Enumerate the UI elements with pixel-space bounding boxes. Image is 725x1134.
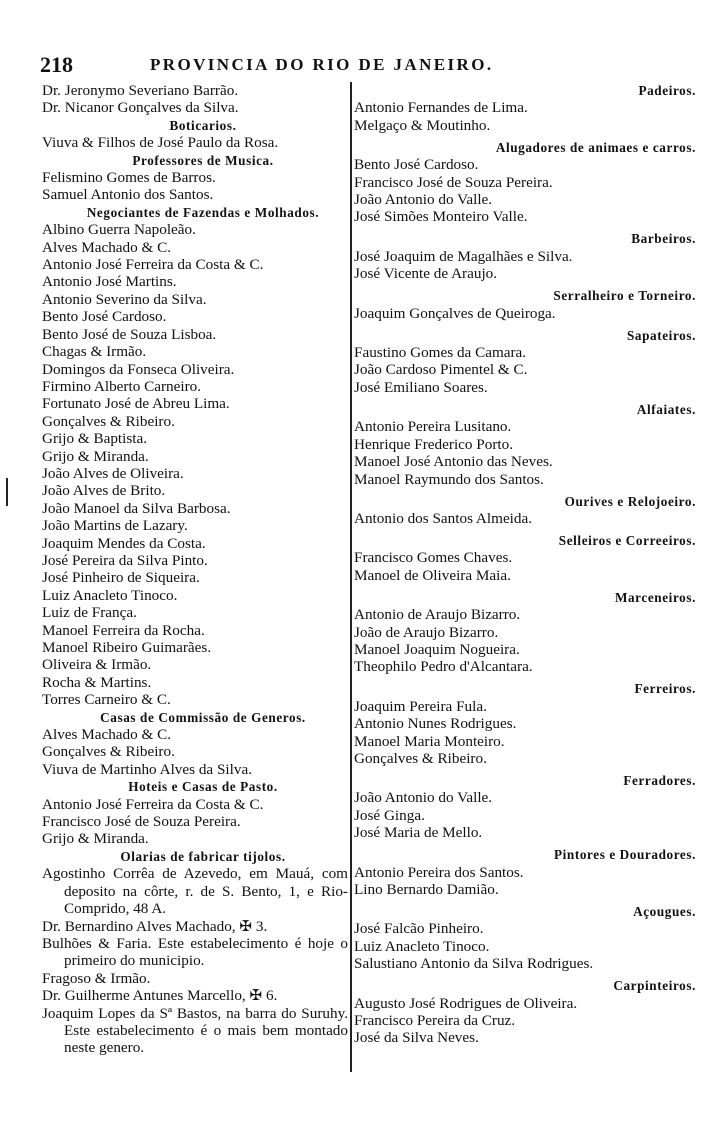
list-entry: Fortunato José de Abreu Lima. <box>42 395 230 413</box>
list-entry: Joaquim Gonçalves de Queiroga. <box>354 304 556 322</box>
list-entry: João Alves de Brito. <box>42 482 166 500</box>
list-entry: Francisco José de Souza Pereira. <box>354 173 553 191</box>
list-entry: Manoel de Oliveira Maia. <box>354 566 511 584</box>
list-entry: Joaquim Lopes da Sª Bastos, na barra do Suruhy. Este estabelecimento é o mais bem montado neste genero. <box>42 1004 348 1057</box>
list-entry: José Joaquim de Magalhães e Silva. <box>354 247 573 265</box>
list-entry: Gonçalves & Ribeiro. <box>354 749 487 767</box>
list-entry: Bento José de Souza Lisboa. <box>42 325 217 343</box>
list-entry: José Vicente de Araujo. <box>354 265 498 283</box>
list-entry: Viuva & Filhos de José Paulo da Rosa. <box>42 134 279 152</box>
list-entry: Antonio Pereira dos Santos. <box>354 863 524 881</box>
list-entry: Antonio Severino da Silva. <box>42 290 207 308</box>
section-heading: Boticarios. <box>169 117 237 133</box>
right-column <box>354 82 704 1047</box>
section-heading: Alugadores de animaes e carros. <box>495 139 696 155</box>
list-entry: Luiz de França. <box>42 604 137 622</box>
list-entry: Luiz Anacleto Tinoco. <box>42 586 178 604</box>
section-heading: Ferradores. <box>623 772 696 788</box>
list-entry: Francisco Pereira da Cruz. <box>354 1012 516 1030</box>
list-entry: Manoel Joaquim Nogueira. <box>354 640 520 658</box>
list-entry: Joaquim Pereira Fula. <box>354 697 487 715</box>
list-entry: Samuel Antonio dos Santos. <box>42 186 214 204</box>
section-heading: Professores de Musica. <box>132 152 274 168</box>
list-entry: Torres Carneiro & C. <box>42 691 171 709</box>
list-entry: José da Silva Neves. <box>354 1029 479 1047</box>
margin-mark <box>6 478 8 506</box>
list-entry: Albino Guerra Napoleão. <box>42 221 196 239</box>
list-entry: Dr. Bernardino Alves Machado, ✠ 3. <box>42 917 268 935</box>
list-entry: Antonio José Martins. <box>42 273 177 291</box>
list-entry: Bulhões & Faria. Este estabelecimento é hoje o primeiro do municipio. <box>42 934 348 970</box>
section-heading: Alfaiates. <box>636 401 696 417</box>
list-entry: Antonio Pereira Lusitano. <box>354 418 512 436</box>
list-entry: Domingos da Fonseca Oliveira. <box>42 360 235 378</box>
list-entry: João Alves de Oliveira. <box>42 464 184 482</box>
section-heading: Olarias de fabricar tijolos. <box>120 848 286 864</box>
list-entry: Antonio de Araujo Bizarro. <box>354 606 521 624</box>
list-entry: Manoel Maria Monteiro. <box>354 732 505 750</box>
column-divider <box>350 82 352 1072</box>
list-entry: Faustino Gomes da Camara. <box>354 344 527 362</box>
section-heading: Barbeiros. <box>631 231 696 247</box>
list-entry: José Pinheiro de Siqueira. <box>42 569 200 587</box>
list-entry: Manoel Ribeiro Guimarães. <box>42 639 212 656</box>
list-entry: Felismino Gomes de Barros. <box>42 169 216 187</box>
running-title: PROVINCIA DO RIO DE JANEIRO. <box>150 55 494 74</box>
section-heading: Padeiros. <box>638 83 696 98</box>
list-entry: João Cardoso Pimentel & C. <box>354 361 528 379</box>
list-entry: Grijo & Miranda. <box>42 830 149 848</box>
list-entry: Manoel José Antonio das Neves. <box>354 453 553 471</box>
list-entry: Dr. Guilherme Antunes Marcello, ✠ 6. <box>42 987 278 1005</box>
list-entry: Luiz Anacleto Tinoco. <box>354 937 490 955</box>
list-entry: Grijo & Baptista. <box>42 430 148 448</box>
list-entry: Rocha & Martins. <box>42 673 152 691</box>
list-entry: Dr. Nicanor Gonçalves da Silva. <box>42 99 239 117</box>
list-entry: José Simões Monteiro Valle. <box>354 208 528 226</box>
list-entry: João Antonio do Valle. <box>354 789 493 807</box>
list-entry: Bento José Cardoso. <box>42 308 167 326</box>
list-entry: Antonio dos Santos Almeida. <box>354 509 533 527</box>
left-column <box>42 82 348 1057</box>
section-heading: Casas de Commissão de Generos. <box>100 709 306 725</box>
list-entry: João Manoel da Silva Barbosa. <box>42 499 231 517</box>
list-entry: Chagas & Irmão. <box>42 343 147 361</box>
list-entry: José Ginga. <box>354 806 425 824</box>
list-entry: Gonçalves & Ribeiro. <box>42 412 175 430</box>
list-entry: Theophilo Pedro d'Alcantara. <box>354 658 533 676</box>
list-entry: Dr. Jeronymo Severiano Barrão. <box>42 82 239 99</box>
section-heading: Serralheiro e Torneiro. <box>553 288 696 304</box>
list-entry: Bento José Cardoso. <box>354 156 479 174</box>
list-entry: Melgaço & Moutinho. <box>354 116 491 134</box>
list-entry: Gonçalves & Ribeiro. <box>42 743 175 761</box>
list-entry: José Emiliano Soares. <box>354 378 488 396</box>
section-heading: Marceneiros. <box>614 589 696 605</box>
list-entry: João Antonio do Valle. <box>354 191 493 209</box>
list-entry: Augusto José Rodrigues de Oliveira. <box>354 994 578 1012</box>
section-heading: Pintores e Douradores. <box>553 847 696 863</box>
section-heading: Negociantes de Fazendas e Molhados. <box>86 204 320 220</box>
list-entry: Grijo & Miranda. <box>42 447 149 465</box>
list-entry: Antonio Fernandes de Lima. <box>354 99 528 117</box>
list-entry: Salustiano Antonio da Silva Rodrigues. <box>354 955 594 973</box>
list-entry: João Martins de Lazary. <box>42 517 188 535</box>
list-entry: Francisco José de Souza Pereira. <box>42 813 241 831</box>
list-entry: José Maria de Mello. <box>354 824 483 842</box>
list-entry: Alves Machado & C. <box>42 238 172 256</box>
list-entry: Joaquim Mendes da Costa. <box>42 534 206 552</box>
list-entry: Fragoso & Irmão. <box>42 969 151 987</box>
section-heading: Hoteis e Casas de Pasto. <box>128 779 278 795</box>
section-heading: Ourives e Relojoeiro. <box>564 493 696 509</box>
list-entry: Lino Bernardo Damião. <box>354 881 499 898</box>
list-entry: José Pereira da Silva Pinto. <box>42 551 208 569</box>
section-heading: Ferreiros. <box>634 681 696 697</box>
section-heading: Açougues. <box>633 904 696 919</box>
list-entry: Manoel Raymundo dos Santos. <box>354 470 544 488</box>
list-entry: Viuva de Martinho Alves da Silva. <box>42 760 252 778</box>
page-number: 218 <box>40 52 73 77</box>
section-heading: Sapateiros. <box>626 327 696 343</box>
list-entry: Firmino Alberto Carneiro. <box>42 377 202 395</box>
list-entry: Antonio José Ferreira da Costa & C. <box>42 795 264 813</box>
section-heading: Carpinteiros. <box>613 978 696 994</box>
list-entry: Agostinho Corrêa de Azevedo, em Mauá, com deposito na côrte, r. de S. Bento, 1, e Rio-Comprido, 48 A. <box>42 865 348 918</box>
list-entry: Manoel Ferreira da Rocha. <box>42 621 205 639</box>
list-entry: João de Araujo Bizarro. <box>354 623 499 641</box>
list-entry: José Falcão Pinheiro. <box>354 920 484 938</box>
list-entry: Francisco Gomes Chaves. <box>354 549 513 567</box>
list-entry: Alves Machado & C. <box>42 726 172 744</box>
list-entry: Antonio José Ferreira da Costa & C. <box>42 256 264 274</box>
list-entry: Antonio Nunes Rodrigues. <box>354 715 517 733</box>
list-entry: Oliveira & Irmão. <box>42 656 152 674</box>
list-entry: Henrique Frederico Porto. <box>354 435 514 453</box>
section-heading: Selleiros e Correeiros. <box>558 532 696 548</box>
